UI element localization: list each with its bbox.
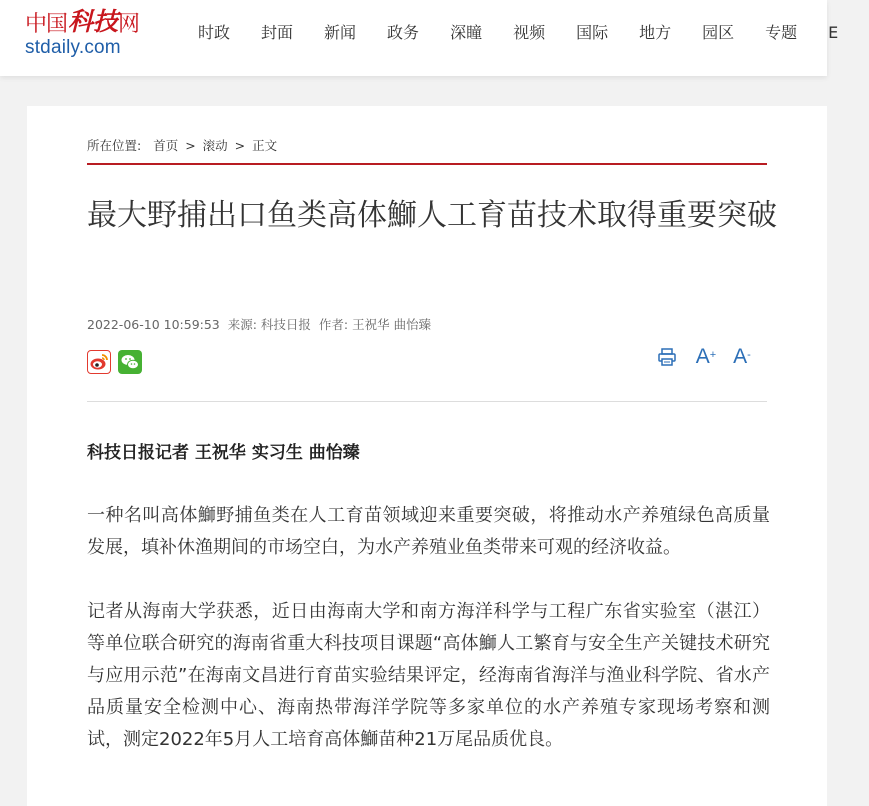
article-datetime: 2022-06-10 10:59:53 [87,317,220,332]
nav-item-local[interactable]: 地方 [639,23,672,42]
font-increase-button[interactable] [694,345,718,369]
article-title: 最大野捕出口鱼类高体鰤人工育苗技术取得重要突破 [87,198,777,233]
print-icon [657,347,677,367]
font-decrease-button[interactable] [730,345,754,369]
share-wechat-button[interactable] [118,350,142,374]
breadcrumb-home[interactable]: 首页 [153,138,179,153]
article-meta [87,316,435,334]
nav-item-deep[interactable]: 深瞳 [450,23,483,42]
breadcrumb-current: 正文 [252,138,278,153]
nav-item-politics[interactable]: 时政 [198,23,231,42]
nav-item-cover[interactable]: 封面 [261,23,294,42]
meta-divider [87,401,767,402]
header-divider [87,163,767,165]
font-increase-label: A [695,345,710,368]
article-paragraph: 一种名叫高体鰤野捕鱼类在人工育苗领域迎来重要突破，将推动水产养殖绿色高质量发展，填补休渔期间的市场空白，为水产养殖业鱼类带来可观的经济收益。 [87,505,770,558]
logo-cn-part-2: 科技 [68,7,119,36]
breadcrumb-separator: > [185,138,196,153]
logo-domain: stdaily.com [25,37,121,58]
breadcrumb-scroll[interactable]: 滚动 [202,138,228,153]
breadcrumb-label: 所在位置: [87,138,142,153]
wechat-icon [120,353,140,371]
font-decrease-label: A [733,345,748,368]
nav-item-international[interactable]: 国际 [576,23,609,42]
article-paragraph: 记者从海南大学获悉，近日由海南大学和南方海洋科学与工程广东省实验室（湛江）等单位联合研究的海南省重大科技项目课题“高体鰤人工繁育与安全生产关键技术研究与应用示范”在海南文昌进行育苗实验结果评定，经海南省海洋与渔业科学院、省水产品质量安全检测中心、海南热带海洋学院等多家单位的水产养殖专家现场考察和测试，测定2022年5月人工培育高体鰤苗种21万尾品质优良。 [87,601,770,750]
article-byline: 科技日报记者 王祝华 实习生 曲怡臻 [87,443,360,463]
article-source: 来源: 科技日报 [227,317,311,332]
article-tools [656,345,754,369]
print-button[interactable] [656,345,678,369]
breadcrumb [87,137,277,155]
share-weibo-button[interactable] [87,350,111,374]
nav-item-government[interactable]: 政务 [387,23,420,42]
weibo-icon [89,353,109,371]
font-decrease-mark: - [747,349,751,361]
nav-item-video[interactable]: 视频 [513,23,546,42]
logo-chinese [25,8,140,38]
share-bar [87,350,142,374]
breadcrumb-separator: > [234,138,246,153]
nav-item-news[interactable]: 新闻 [324,23,357,42]
font-increase-mark: + [709,349,717,361]
nav-item-topics[interactable]: 专题 [765,23,798,42]
nav-item-parks[interactable]: 园区 [702,23,735,42]
nav-item-more[interactable]: E [828,23,839,42]
article-author: 作者: 王祝华 曲怡臻 [318,317,432,332]
site-logo[interactable] [25,8,150,60]
main-nav [198,21,869,45]
site-header [0,0,839,76]
logo-cn-part-3: 网 [118,12,141,37]
logo-cn-part-1: 中国 [25,12,68,37]
